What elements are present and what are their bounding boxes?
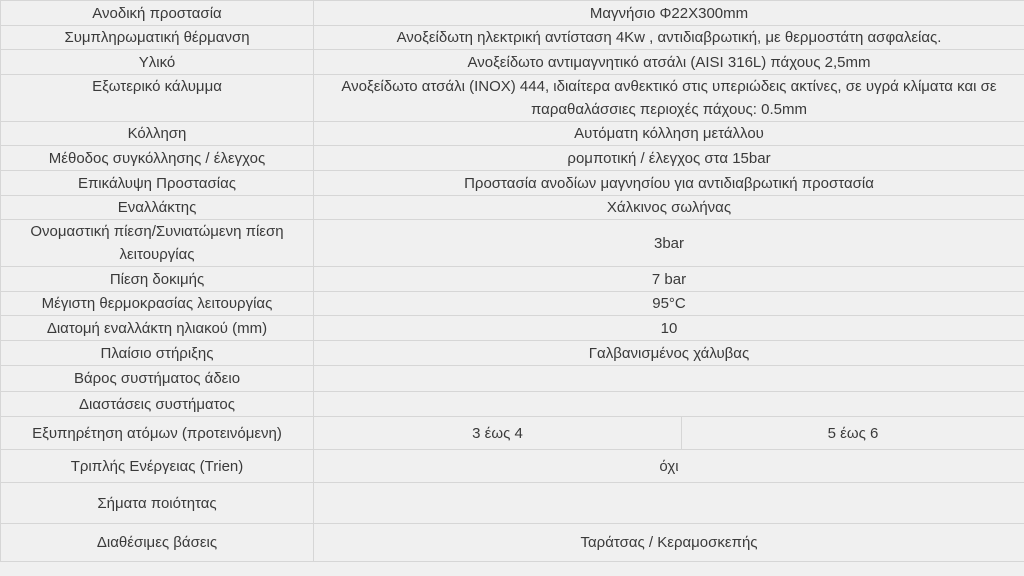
row-label: Ονομαστική πίεση/Συνιατώμενη πίεση λειτουργίας bbox=[1, 220, 314, 267]
row-value bbox=[314, 392, 1024, 417]
row-label: Σήματα ποιότητας bbox=[1, 483, 314, 524]
table-row bbox=[1, 483, 1024, 524]
table-row bbox=[1, 196, 1024, 220]
row-value bbox=[314, 366, 1024, 392]
row-label: Κόλληση bbox=[1, 122, 314, 146]
table-row bbox=[1, 450, 1024, 483]
row-label: Διαθέσιμες βάσεις bbox=[1, 524, 314, 562]
row-value-b: 5 έως 6 bbox=[682, 417, 1024, 450]
row-label: Μέθοδος συγκόλλησης / έλεγχος bbox=[1, 146, 314, 171]
row-label: Μέγιστη θερμοκρασίας λειτουργίας bbox=[1, 292, 314, 316]
row-label: Τριπλής Ενέργειας (Trien) bbox=[1, 450, 314, 483]
row-label: Συμπληρωματική θέρμανση bbox=[1, 26, 314, 50]
row-label: Εξωτερικό κάλυμμα bbox=[1, 75, 314, 122]
row-value: Μαγνήσιο Φ22Χ300mm bbox=[314, 1, 1024, 26]
table-row bbox=[1, 417, 1024, 450]
row-value: όχι bbox=[314, 450, 1024, 483]
row-label: Ανοδική προστασία bbox=[1, 1, 314, 26]
row-value bbox=[314, 483, 1024, 524]
table-row bbox=[1, 524, 1024, 562]
table-row bbox=[1, 1, 1024, 26]
row-value: Ανοξείδωτο ατσάλι (INOX) 444, ιδιαίτερα ανθεκτικό στις υπεριώδεις ακτίνες, σε υγρά κλίματα και σε παραθαλάσσιες περιοχές πάχους: 0.5mm bbox=[314, 75, 1024, 122]
table-row bbox=[1, 75, 1024, 122]
row-value: Χάλκινος σωλήνας bbox=[314, 196, 1024, 220]
row-value: ρομποτική / έλεγχος στα 15bar bbox=[314, 146, 1024, 171]
row-label: Διαστάσεις συστήματος bbox=[1, 392, 314, 417]
table-row bbox=[1, 50, 1024, 75]
row-value: Ανοξείδωτο αντιμαγνητικό ατσάλι (AISI 316L) πάχους 2,5mm bbox=[314, 50, 1024, 75]
row-label: Διατομή εναλλάκτη ηλιακού (mm) bbox=[1, 316, 314, 341]
row-label: Βάρος συστήματος άδειο bbox=[1, 366, 314, 392]
row-value: Γαλβανισμένος χάλυβας bbox=[314, 341, 1024, 366]
row-value: 3bar bbox=[314, 220, 1024, 267]
table-row bbox=[1, 220, 1024, 267]
row-value: Προστασία ανοδίων μαγνησίου για αντιδιαβρωτική προστασία bbox=[314, 171, 1024, 196]
table-row bbox=[1, 392, 1024, 417]
table-row bbox=[1, 292, 1024, 316]
table-row bbox=[1, 146, 1024, 171]
row-value: 10 bbox=[314, 316, 1024, 341]
row-value-a: 3 έως 4 bbox=[314, 417, 682, 450]
table-row bbox=[1, 366, 1024, 392]
row-value: Ανοξείδωτη ηλεκτρική αντίσταση 4Kw , αντιδιαβρωτική, με θερμοστάτη ασφαλείας. bbox=[314, 26, 1024, 50]
table-row bbox=[1, 267, 1024, 292]
table-row bbox=[1, 316, 1024, 341]
row-label: Εναλλάκτης bbox=[1, 196, 314, 220]
row-label: Υλικό bbox=[1, 50, 314, 75]
row-value: Αυτόματη κόλληση μετάλλου bbox=[314, 122, 1024, 146]
table-row bbox=[1, 341, 1024, 366]
table-row bbox=[1, 171, 1024, 196]
row-label: Πίεση δοκιμής bbox=[1, 267, 314, 292]
row-label: Επικάλυψη Προστασίας bbox=[1, 171, 314, 196]
row-label: Πλαίσιο στήριξης bbox=[1, 341, 314, 366]
table-row bbox=[1, 26, 1024, 50]
row-value: Ταράτσας / Κεραμοσκεπής bbox=[314, 524, 1024, 562]
row-value: 95°C bbox=[314, 292, 1024, 316]
row-value: 7 bar bbox=[314, 267, 1024, 292]
row-label: Εξυπηρέτηση ατόμων (προτεινόμενη) bbox=[1, 417, 314, 450]
table-row bbox=[1, 122, 1024, 146]
